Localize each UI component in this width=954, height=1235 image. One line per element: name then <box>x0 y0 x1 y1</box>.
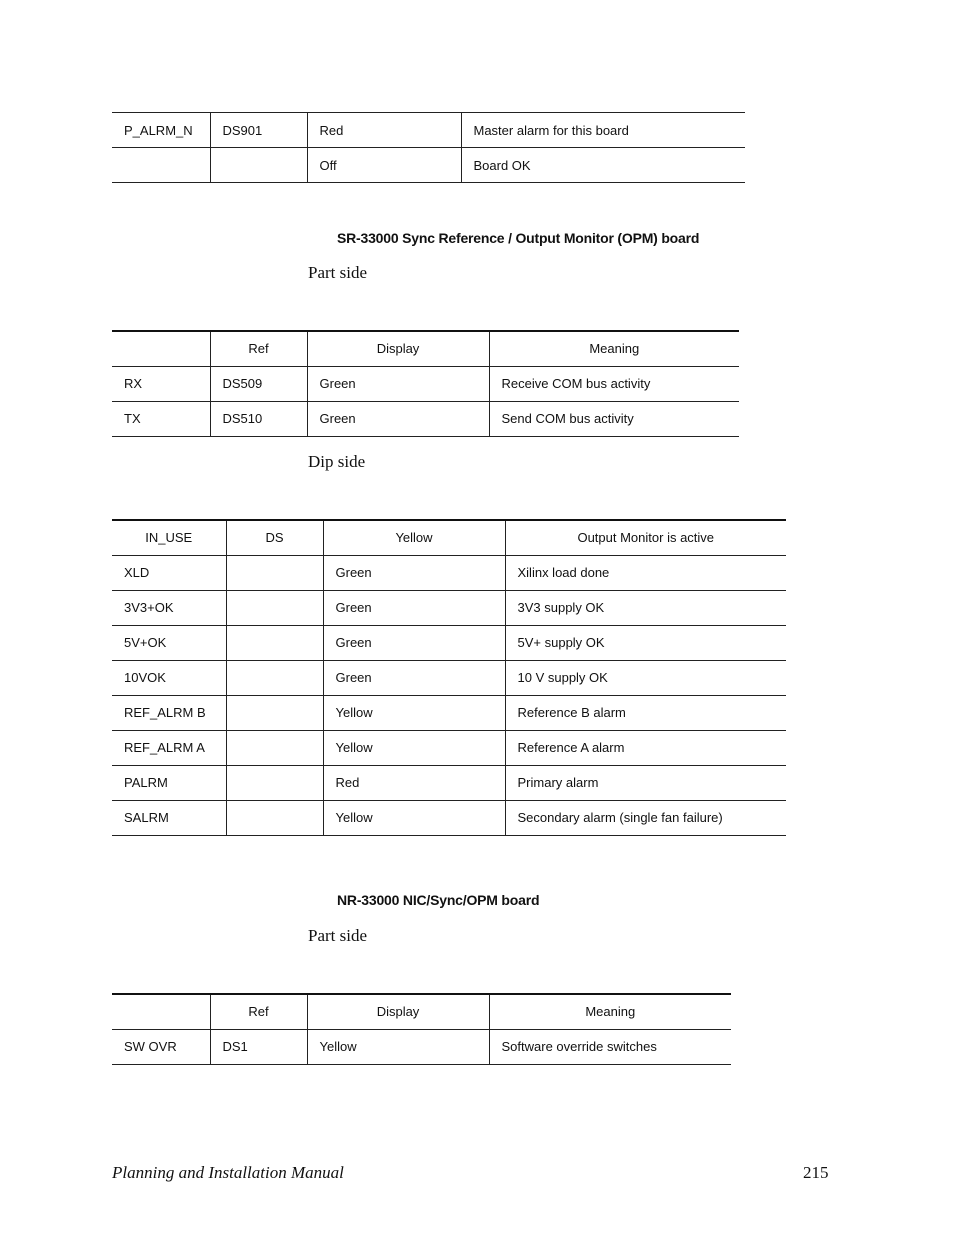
table-cell <box>226 625 323 660</box>
table-cell: 10 V supply OK <box>505 660 786 695</box>
table-cell: Green <box>307 401 489 436</box>
table-row <box>112 695 786 730</box>
table-cell: SW OVR <box>112 1029 210 1064</box>
column-header: DS <box>226 520 323 555</box>
table-cell: XLD <box>112 555 226 590</box>
table-cell: 3V3+OK <box>112 590 226 625</box>
table-cell <box>226 590 323 625</box>
section-heading: NR-33000 NIC/Sync/OPM board <box>337 892 540 908</box>
footer-title: Planning and Installation Manual <box>112 1163 344 1182</box>
table-cell: PALRM <box>112 765 226 800</box>
table-cell: DS510 <box>210 401 307 436</box>
column-header: IN_USE <box>112 520 226 555</box>
table-cell: 10VOK <box>112 660 226 695</box>
table-cell <box>226 695 323 730</box>
table-cell: REF_ALRM B <box>112 695 226 730</box>
table-row <box>112 730 786 765</box>
table-row <box>112 1029 731 1064</box>
table-cell: Xilinx load done <box>505 555 786 590</box>
table-header-row <box>112 994 731 1029</box>
page-number: 215 <box>803 1163 829 1182</box>
table-cell <box>226 555 323 590</box>
table-cell <box>210 148 307 183</box>
table-cell <box>226 765 323 800</box>
table-cell: Green <box>323 590 505 625</box>
table-row <box>112 555 786 590</box>
led-table-board-alarm <box>112 112 745 183</box>
table-cell: Yellow <box>323 800 505 835</box>
column-header <box>112 994 210 1029</box>
table-cell: Red <box>323 765 505 800</box>
table-cell: Green <box>323 625 505 660</box>
table-cell: Software override switches <box>489 1029 731 1064</box>
table-cell: DS901 <box>210 113 307 148</box>
table-row <box>112 366 739 401</box>
table-cell: Master alarm for this board <box>461 113 745 148</box>
table-cell: Red <box>307 113 461 148</box>
column-header <box>112 331 210 366</box>
table-cell: SALRM <box>112 800 226 835</box>
table-row <box>112 800 786 835</box>
table-cell <box>226 660 323 695</box>
table-cell: REF_ALRM A <box>112 730 226 765</box>
table-cell: P_ALRM_N <box>112 113 210 148</box>
table-cell: Green <box>323 555 505 590</box>
table-cell: Yellow <box>323 730 505 765</box>
column-header: Meaning <box>489 331 739 366</box>
table-row <box>112 401 739 436</box>
table-header-row <box>112 331 739 366</box>
table-cell: Secondary alarm (single fan failure) <box>505 800 786 835</box>
table-cell <box>112 148 210 183</box>
table-cell: Receive COM bus activity <box>489 366 739 401</box>
table-cell: Green <box>307 366 489 401</box>
table-cell: Reference A alarm <box>505 730 786 765</box>
column-header: Display <box>307 331 489 366</box>
table-cell: Board OK <box>461 148 745 183</box>
column-header: Yellow <box>323 520 505 555</box>
table-cell <box>226 800 323 835</box>
part-side-label: Part side <box>308 263 368 282</box>
table-cell: DS509 <box>210 366 307 401</box>
table-header-row <box>112 520 786 555</box>
table-row <box>112 660 786 695</box>
led-table-dip-side <box>112 519 786 836</box>
table-row <box>112 625 786 660</box>
column-header: Output Monitor is active <box>505 520 786 555</box>
section-heading: SR-33000 Sync Reference / Output Monitor (OPM) board <box>337 230 700 246</box>
table-cell: Reference B alarm <box>505 695 786 730</box>
dip-side-label: Dip side <box>308 452 366 471</box>
table-cell: Yellow <box>323 695 505 730</box>
led-table-nic-part-side <box>112 993 731 1065</box>
column-header: Ref <box>210 994 307 1029</box>
column-header: Display <box>307 994 489 1029</box>
table-cell: RX <box>112 366 210 401</box>
table-row <box>112 765 786 800</box>
table-cell: DS1 <box>210 1029 307 1064</box>
table-cell: Yellow <box>307 1029 489 1064</box>
table-cell: Off <box>307 148 461 183</box>
table-cell: Green <box>323 660 505 695</box>
table-row <box>112 113 745 148</box>
column-header: Meaning <box>489 994 731 1029</box>
table-cell: 3V3 supply OK <box>505 590 786 625</box>
table-cell <box>226 730 323 765</box>
table-row <box>112 148 745 183</box>
table-cell: TX <box>112 401 210 436</box>
table-cell: 5V+OK <box>112 625 226 660</box>
table-cell: Send COM bus activity <box>489 401 739 436</box>
table-cell: Primary alarm <box>505 765 786 800</box>
table-row <box>112 590 786 625</box>
part-side-label: Part side <box>308 926 368 945</box>
table-cell: 5V+ supply OK <box>505 625 786 660</box>
led-table-part-side <box>112 330 739 437</box>
column-header: Ref <box>210 331 307 366</box>
